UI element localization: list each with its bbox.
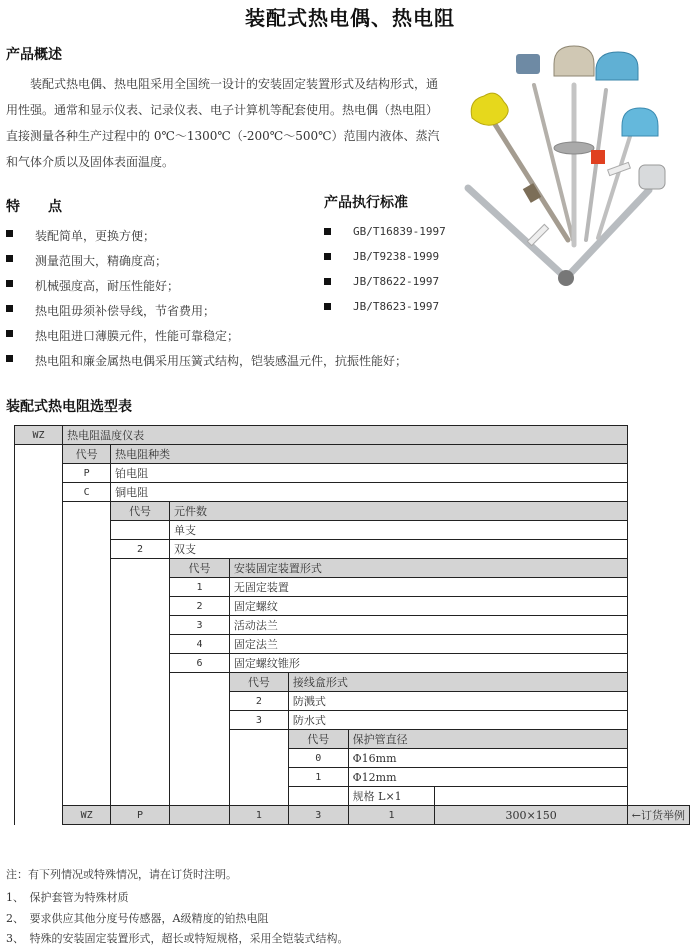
- table-cell: Φ16mm: [348, 749, 627, 768]
- overview-text: 装配式热电偶、热电阻采用全国统一设计的安装固定装置形式及结构形式，通用性强。通常和显示仪表、记录仪表、电子计算机等配套使用。热电偶（热电阻）直接测量各种生产过程中的 0℃～1300℃（-200℃～500℃）范围内液体、蒸汽和气体介质以及固体表面温度。: [6, 77, 440, 169]
- bullet-square-icon: [324, 303, 331, 310]
- table-cell: P: [111, 806, 170, 825]
- table-cell: P: [63, 464, 111, 483]
- table-cell: 6: [170, 654, 230, 673]
- table-cell: 3: [170, 616, 230, 635]
- table-cell: 铜电阻: [111, 483, 628, 502]
- bullet-square-icon: [6, 280, 13, 287]
- table-cell: 代号: [229, 673, 288, 692]
- table-cell: 1: [288, 768, 348, 787]
- table-cell: WZ: [63, 806, 111, 825]
- overview-paragraph: [6, 71, 446, 175]
- notes-intro: 注：有下列情况或特殊情况，请在订货时注明。: [6, 868, 237, 881]
- table-cell: 2: [111, 540, 170, 559]
- table-row: [15, 559, 690, 578]
- note-item: 2、 要求供应其他分度号传感器，A级精度的铂热电阻: [6, 912, 269, 925]
- table-cell: 安装固定装置形式: [229, 559, 627, 578]
- table-cell: Φ12mm: [348, 768, 627, 787]
- table-row: [15, 426, 690, 445]
- table-cell: 防溅式: [288, 692, 627, 711]
- overview-heading: 产品概述: [6, 47, 62, 63]
- table-cell: 固定法兰: [229, 635, 627, 654]
- table-cell: 代号: [63, 445, 111, 464]
- table-cell: 元件数: [170, 502, 628, 521]
- table-cell: C: [63, 483, 111, 502]
- table-cell: 2: [229, 692, 288, 711]
- bullet-square-icon: [324, 278, 331, 285]
- table-cell: 代号: [111, 502, 170, 521]
- table-cell: 2: [170, 597, 230, 616]
- standards-heading: 产品执行标准: [324, 195, 408, 211]
- table-cell: 规格 L×1: [348, 787, 435, 806]
- table-cell: 防水式: [288, 711, 627, 730]
- table-cell: 1: [348, 806, 435, 825]
- table-cell: 铂电阻: [111, 464, 628, 483]
- table-cell: 单支: [170, 521, 628, 540]
- bullet-square-icon: [324, 253, 331, 260]
- table-row: [15, 521, 690, 540]
- table-row: [15, 464, 690, 483]
- table-cell: 300×150: [435, 806, 627, 825]
- table-cell: 双支: [170, 540, 628, 559]
- table-cell: 0: [288, 749, 348, 768]
- table-row: [15, 502, 690, 521]
- table-cell: WZ: [15, 426, 63, 445]
- table-cell: 3: [288, 806, 348, 825]
- table-cell: 1: [170, 578, 230, 597]
- bullet-square-icon: [6, 330, 13, 337]
- bullet-square-icon: [6, 355, 13, 362]
- table-cell: 1: [229, 806, 288, 825]
- page-title: 装配式热电偶、热电阻: [245, 6, 455, 30]
- selection-table: [14, 425, 690, 825]
- table-cell: 代号: [170, 559, 230, 578]
- note-item: 1、 保护套管为特殊材质: [6, 891, 129, 904]
- table-cell: 无固定装置: [229, 578, 627, 597]
- order-example-row: [15, 806, 690, 825]
- table-row: [15, 483, 690, 502]
- table-row: [15, 540, 690, 559]
- features-heading: 特 点: [6, 199, 62, 215]
- bullet-square-icon: [6, 230, 13, 237]
- table-cell: 4: [170, 635, 230, 654]
- selection-table-heading: 装配式热电阻选型表: [6, 399, 132, 415]
- table-cell: [170, 806, 230, 825]
- table-cell: 热电阻温度仪表: [63, 426, 628, 445]
- table-cell: 代号: [288, 730, 348, 749]
- bullet-square-icon: [6, 305, 13, 312]
- table-cell: 接线盒形式: [288, 673, 627, 692]
- table-cell: 固定螺纹锥形: [229, 654, 627, 673]
- note-item: 3、 特殊的安装固定装置形式，超长或特短规格，采用全铠装式结构。: [6, 932, 349, 945]
- table-cell: [111, 521, 170, 540]
- bullet-square-icon: [324, 228, 331, 235]
- table-cell: 固定螺纹: [229, 597, 627, 616]
- product-photo: [456, 40, 686, 305]
- table-cell: 活动法兰: [229, 616, 627, 635]
- table-cell: 热电阻种类: [111, 445, 628, 464]
- order-example-label: ←订货举例: [627, 806, 689, 825]
- bullet-square-icon: [6, 255, 13, 262]
- table-cell: 3: [229, 711, 288, 730]
- table-cell: 保护管直径: [348, 730, 627, 749]
- table-row: [15, 445, 690, 464]
- grey-head: [639, 165, 665, 189]
